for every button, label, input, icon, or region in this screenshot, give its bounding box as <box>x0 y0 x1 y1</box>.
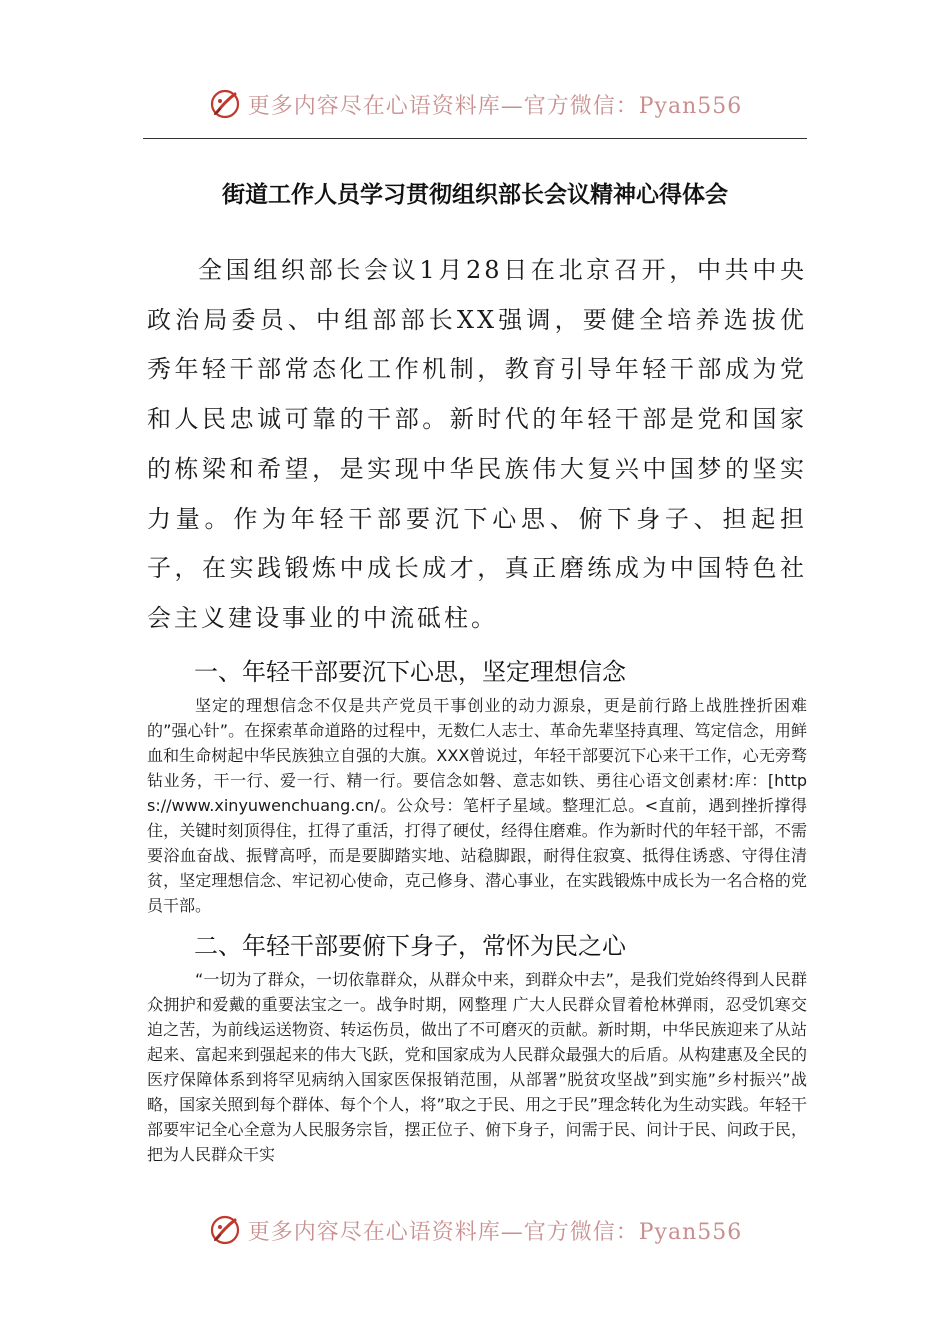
section-1-heading: 一、年轻干部要沉下心思，坚定理想信念 <box>194 658 626 686</box>
header-watermark-banner <box>0 84 950 124</box>
section-2-body: “一切为了群众，一切依靠群众，从群众中来，到群众中去”，是我们党始终得到人民群众拥护和爱戴的重要法宝之一。战争时期，网整理 广大人民群众冒着枪林弹雨，忍受饥寒交迫之苦，为前线运送物资、转运伤员，做出了不可磨灭的贡献。新时期，中华民族迎来了从站起来、富起来到强起来的伟大飞跃，党和国家成为人民群众最强大的后盾。从构建惠及全民的医疗保障体系到将罕见病纳入国家医保报销范围，从部署”脱贫攻坚战”到实施”乡村振兴”战略，国家关照到每个群体、每个个人，将”取之于民、用之于民”理念转化为生动实践。年轻干部要牢记全心全意为人民服务宗旨，摆正位子、俯下身子，问需于民、问计于民、问政于民，把为人民群众干实 <box>147 970 807 1164</box>
footer-banner-text: 更多内容尽在心语资料库—官方微信：Pyan556 <box>247 1219 743 1245</box>
footer-watermark-banner <box>0 1210 950 1250</box>
brush-logo-icon <box>208 87 242 121</box>
intro-paragraph: 全国组织部长会议1月28日在北京召开，中共中央政治局委员、中组部部长XX强调，要健全培养选拔优秀年轻干部常态化工作机制，教育引导年轻干部成为党和人民忠诚可靠的干部。新时代的年轻干部是党和国家的栋梁和希望，是实现中华民族伟大复兴中国梦的坚实力量。作为年轻干部要沉下心思、俯下身子、担起担子，在实践锻炼中成长成才，真正磨练成为中国特色社会主义建设事业的中流砥柱。 <box>147 256 807 632</box>
section-1-body: 坚定的理想信念不仅是共产党员干事创业的动力源泉，更是前行路上战胜挫折困难的”强心针”。在探索革命道路的过程中，无数仁人志士、革命先辈坚持真理、笃定信念，用鲜血和生命树起中华民族独立自强的大旗。XXX曾说过，年轻干部要沉下心来干工作，心无旁骛钻业务，干一行、爱一行、精一行。要信念如磐、意志如铁、勇往心语文创素材:库：[https://www.xinyuwenchuang.cn/。公众号：笔杆子星域。整理汇总。<直前，遇到挫折撑得住，关键时刻顶得住，扛得了重活，打得了硬仗，经得住磨难。作为新时代的年轻干部，不需要浴血奋战、振臂高呼，而是要脚踏实地、站稳脚跟，耐得住寂寞、抵得住诱惑、守得住清贫，坚定理想信念、牢记初心使命，克己修身、潜心事业，在实践锻炼中成长为一名合格的党员干部。 <box>147 696 807 915</box>
section-2-heading: 二、年轻干部要俯下身子，常怀为民之心 <box>194 932 626 960</box>
document-title: 街道工作人员学习贯彻组织部长会议精神心得体会 <box>222 181 728 208</box>
header-divider <box>143 138 807 139</box>
brush-logo-icon <box>208 1213 242 1247</box>
header-banner-text: 更多内容尽在心语资料库—官方微信：Pyan556 <box>247 93 743 119</box>
